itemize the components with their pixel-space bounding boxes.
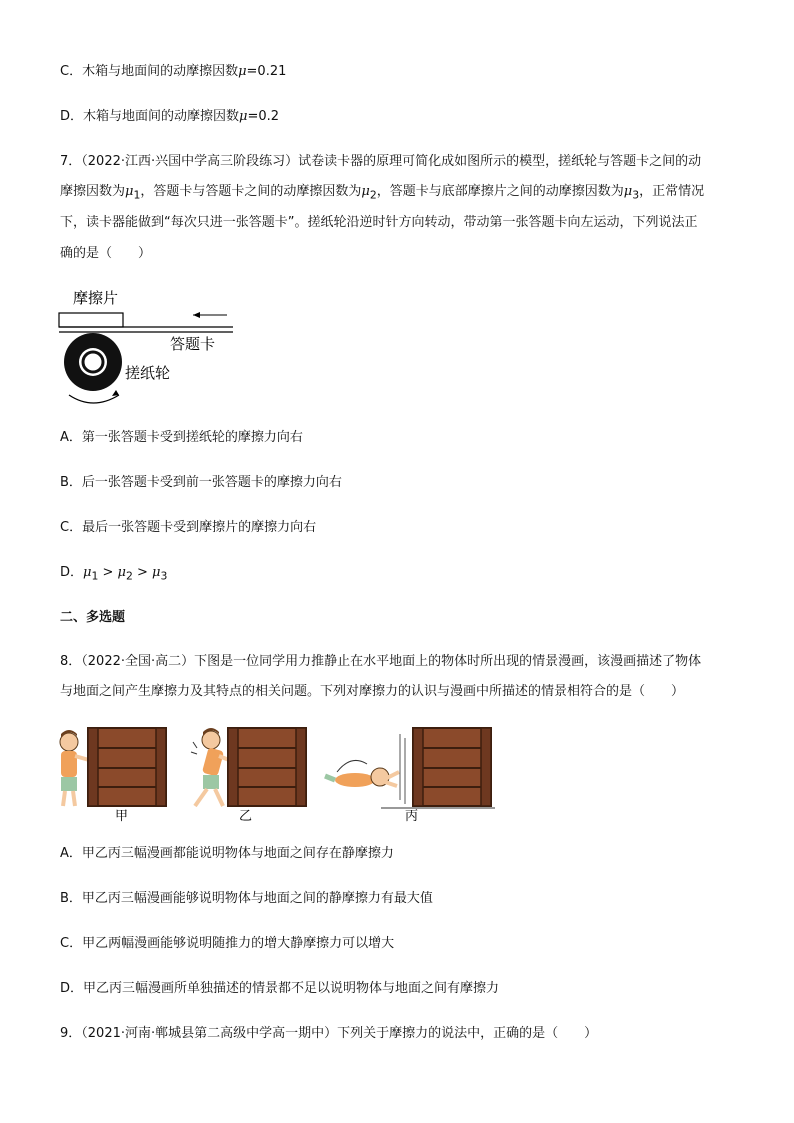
rotation-arrow-icon [112,390,119,396]
q7-stem-line4: 确的是（ ） [60,246,152,261]
mu-symbol: μ [83,565,92,580]
child-leg [215,789,223,806]
child-leg [63,791,65,806]
panel-label-jia: 甲 [115,809,129,824]
section-title: 二、多选题 [60,610,126,625]
mu-symbol: μ [361,184,370,199]
subscript: 2 [369,188,377,202]
subscript: 2 [125,569,133,583]
q7-stem-line3: 下，读卡器能做到“每次只进一张答题卡”。搓纸轮沿逆时针方向转动，带动第一张答题卡向左运动，下列说法正 [60,215,698,230]
child-leg [325,776,335,780]
panel-yi [191,728,306,824]
q8-option-b[interactable]: B．甲乙丙三幅漫画能够说明物体与地面之间的静摩擦力有最大值 [60,891,433,906]
q9-stem-line1: 9．（2021·河南·郸城县第二高级中学高一期中）下列关于摩擦力的说法中，正确的是（ ） [60,1026,598,1041]
mu-symbol: μ [125,184,134,199]
effort-mark [191,752,197,754]
answer-card-label: 答题卡 [170,335,216,353]
feed-roller-label: 搓纸轮 [125,364,171,382]
q8-option-a[interactable]: A．甲乙丙三幅漫画都能说明物体与地面之间存在静摩擦力 [60,846,394,861]
q6-option-c-text: C．木箱与地面间的动摩擦因数 [60,64,239,79]
child-body [335,773,375,787]
greater-than: > [98,565,118,580]
child-arm [385,782,397,786]
panel-label-bing: 丙 [405,809,419,824]
roller-hub [83,352,103,372]
child-arm [75,756,89,760]
card-reader-figure [55,283,240,413]
q7-stem-line2 [60,182,704,206]
panel-jia [60,728,166,824]
subscript: 3 [632,188,640,202]
q6-option-d[interactable] [60,107,279,127]
friction-pad [59,313,123,327]
q8-stem-line1: 8．（2022·全国·高二）下图是一位同学用力推静止在水平地面上的物体时所出现的情景漫画，该漫画描述了物体 [60,654,702,669]
rotation-arc [69,395,119,403]
panel-bing [325,728,495,824]
child-shorts [203,775,219,789]
q6-option-d-text: D．木箱与地面间的动摩擦因数 [60,109,240,124]
child-leg [73,791,75,806]
friction-pad-label: 摩擦片 [73,289,119,307]
q7-stem-line1: 7．（2022·江西·兴国中学高三阶段练习）试卷读卡器的原理可简化成如图所示的模型，搓纸轮与答题卡之间的动 [60,154,702,169]
q8-stem-line2: 与地面之间产生摩擦力及其特点的相关问题。下列对摩擦力的认识与漫画中所描述的情景相符合的是（ ） [60,684,685,699]
q7-option-d-prefix: D． [60,565,84,580]
q6-option-d-value: =0.2 [247,109,280,124]
q8-option-c[interactable]: C．甲乙两幅漫画能够说明随推力的增大静摩擦力可以增大 [60,936,395,951]
q7-stem-text: ，正常情况 [639,184,705,199]
q6-option-c[interactable] [60,62,286,82]
mu-symbol: μ [239,109,248,124]
child-leg [195,789,207,806]
q7-stem-text: ，答题卡与答题卡之间的动摩擦因数为 [140,184,362,199]
subscript: 1 [133,188,141,202]
subscript: 3 [160,569,168,583]
crate-frame [88,728,98,806]
child-arm [387,772,399,778]
crate-frame [413,728,423,806]
q7-option-c[interactable]: C．最后一张答题卡受到摩擦片的摩擦力向右 [60,520,317,535]
greater-than: > [132,565,153,580]
q7-stem-text: 摩擦因数为 [60,184,126,199]
child-shorts [61,777,77,791]
q6-option-c-value: =0.21 [246,64,287,79]
child-shirt [202,747,224,776]
crate-frame [481,728,491,806]
arrow-head-icon [193,312,200,318]
mu-symbol: μ [117,565,126,580]
crate-frame [296,728,306,806]
pushing-box-cartoon [55,720,505,825]
crate-frame [228,728,238,806]
effort-mark [193,742,197,748]
crate-frame [156,728,166,806]
q7-option-a[interactable]: A．第一张答题卡受到搓纸轮的摩擦力向右 [60,430,303,445]
q7-stem-text: ，答题卡与底部摩擦片之间的动摩擦因数为 [376,184,624,199]
q8-option-d[interactable]: D．甲乙丙三幅漫画所单独描述的情景都不足以说明物体与地面之间有摩擦力 [60,981,500,996]
panel-label-yi: 乙 [239,809,253,824]
q7-option-d[interactable] [60,563,167,587]
mu-symbol: μ [238,64,247,79]
subscript: 1 [91,569,99,583]
mu-symbol: μ [623,184,633,199]
child-shirt [61,751,77,777]
q7-option-b[interactable]: B．后一张答题卡受到前一张答题卡的摩擦力向右 [60,475,342,490]
motion-arc [337,760,367,772]
mu-symbol: μ [152,565,161,580]
